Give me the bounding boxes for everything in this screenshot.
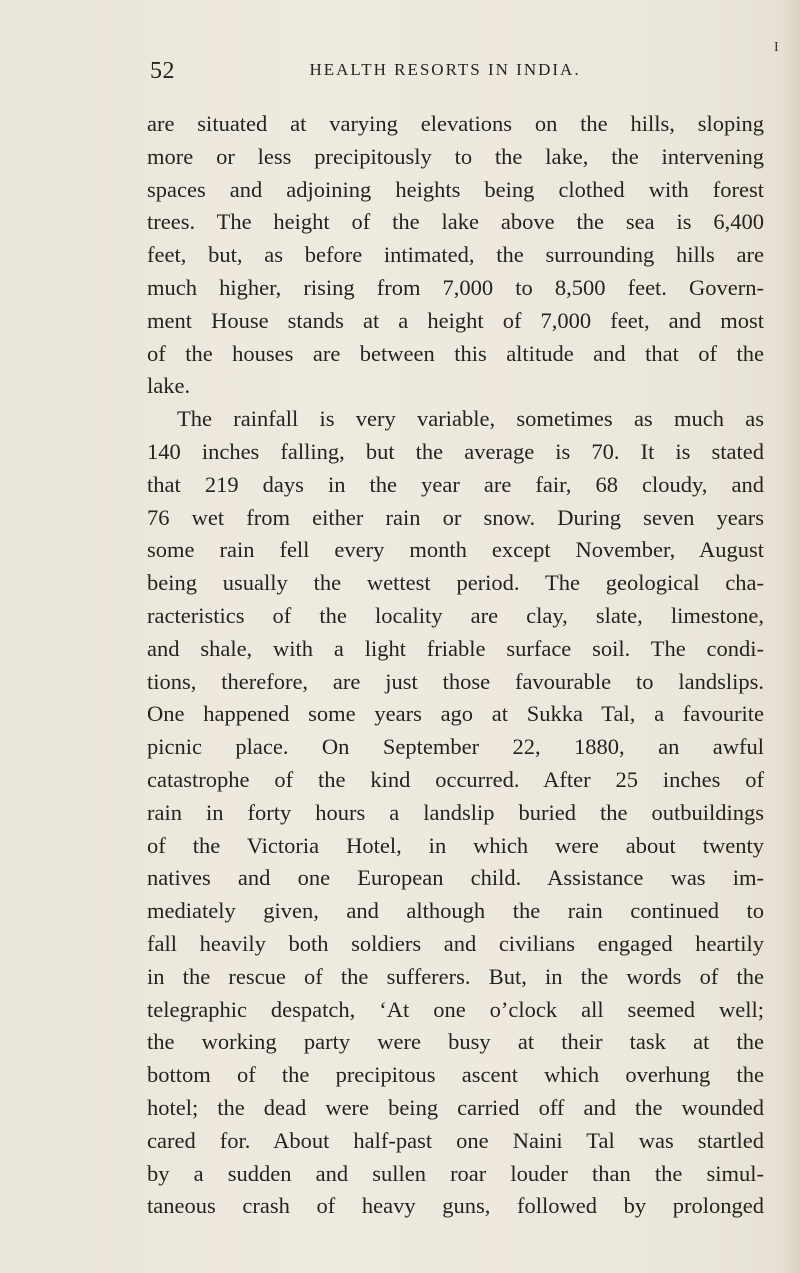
text-line: spaces and adjoining heights being clothed with forest bbox=[147, 176, 764, 202]
text-line: rain in forty hours a landslip buried the outbuildings bbox=[147, 799, 764, 825]
text-line: mediately given, and although the rain continued to bbox=[147, 898, 764, 924]
text-line: racteristics of the locality are clay, slate, limestone, bbox=[147, 602, 764, 628]
text-line: some rain fell every month except November, August bbox=[147, 537, 764, 563]
body-text bbox=[147, 108, 764, 1223]
page-edge-shadow bbox=[782, 0, 800, 1273]
text-line: telegraphic despatch, ‘At one o’clock all seemed well; bbox=[147, 996, 764, 1022]
text-line: 140 inches falling, but the average is 70. It is stated bbox=[147, 438, 764, 464]
text-line: hotel; the dead were being carried off and the wounded bbox=[147, 1094, 764, 1120]
text-line: 76 wet from either rain or snow. During seven years bbox=[147, 504, 764, 530]
text-line: by a sudden and sullen roar louder than the simul- bbox=[147, 1160, 764, 1186]
text-line: the working party were busy at their task at the bbox=[147, 1029, 764, 1055]
page-mark: I bbox=[774, 40, 779, 55]
running-head-text: HEALTH RESORTS IN INDIA. bbox=[309, 60, 581, 79]
text-line: tions, therefore, are just those favourable to landslips. bbox=[147, 668, 764, 694]
text-line: are situated at varying elevations on the hills, sloping bbox=[147, 111, 764, 136]
text-line: and shale, with a light friable surface soil. The condi- bbox=[147, 635, 764, 661]
text-line: natives and one European child. Assistance was im- bbox=[147, 865, 764, 891]
text-line: being usually the wettest period. The geological cha- bbox=[147, 570, 764, 596]
text-line: picnic place. On September 22, 1880, an awful bbox=[147, 734, 764, 760]
text-line: taneous crash of heavy guns, followed by prolonged bbox=[147, 1193, 764, 1219]
text-line: catastrophe of the kind occurred. After 25 inches of bbox=[147, 766, 764, 792]
text-line: of the houses are between this altitude and that of the bbox=[147, 340, 764, 366]
text-line: ment House stands at a height of 7,000 feet, and most bbox=[147, 307, 764, 333]
text-line: in the rescue of the sufferers. But, in the words of the bbox=[147, 963, 764, 989]
text-line: bottom of the precipitous ascent which overhung the bbox=[147, 1062, 764, 1088]
text-line: fall heavily both soldiers and civilians engaged heartily bbox=[147, 930, 764, 956]
text-line: trees. The height of the lake above the sea is 6,400 bbox=[147, 209, 764, 235]
running-head bbox=[0, 60, 800, 80]
text-line: that 219 days in the year are fair, 68 cloudy, and bbox=[147, 471, 764, 497]
page-number: 52 bbox=[150, 58, 175, 84]
text-line: lake. bbox=[147, 373, 191, 399]
text-line: The rainfall is very variable, sometimes as much as bbox=[177, 406, 764, 432]
text-line: of the Victoria Hotel, in which were about twenty bbox=[147, 832, 764, 858]
text-line: more or less precipitously to the lake, the intervening bbox=[147, 143, 764, 169]
text-line: cared for. About half-past one Naini Tal was startled bbox=[147, 1127, 764, 1153]
text-line: much higher, rising from 7,000 to 8,500 feet. Govern- bbox=[147, 274, 764, 300]
text-line: One happened some years ago at Sukka Tal, a favourite bbox=[147, 701, 764, 727]
text-line: feet, but, as before intimated, the surrounding hills are bbox=[147, 242, 764, 268]
